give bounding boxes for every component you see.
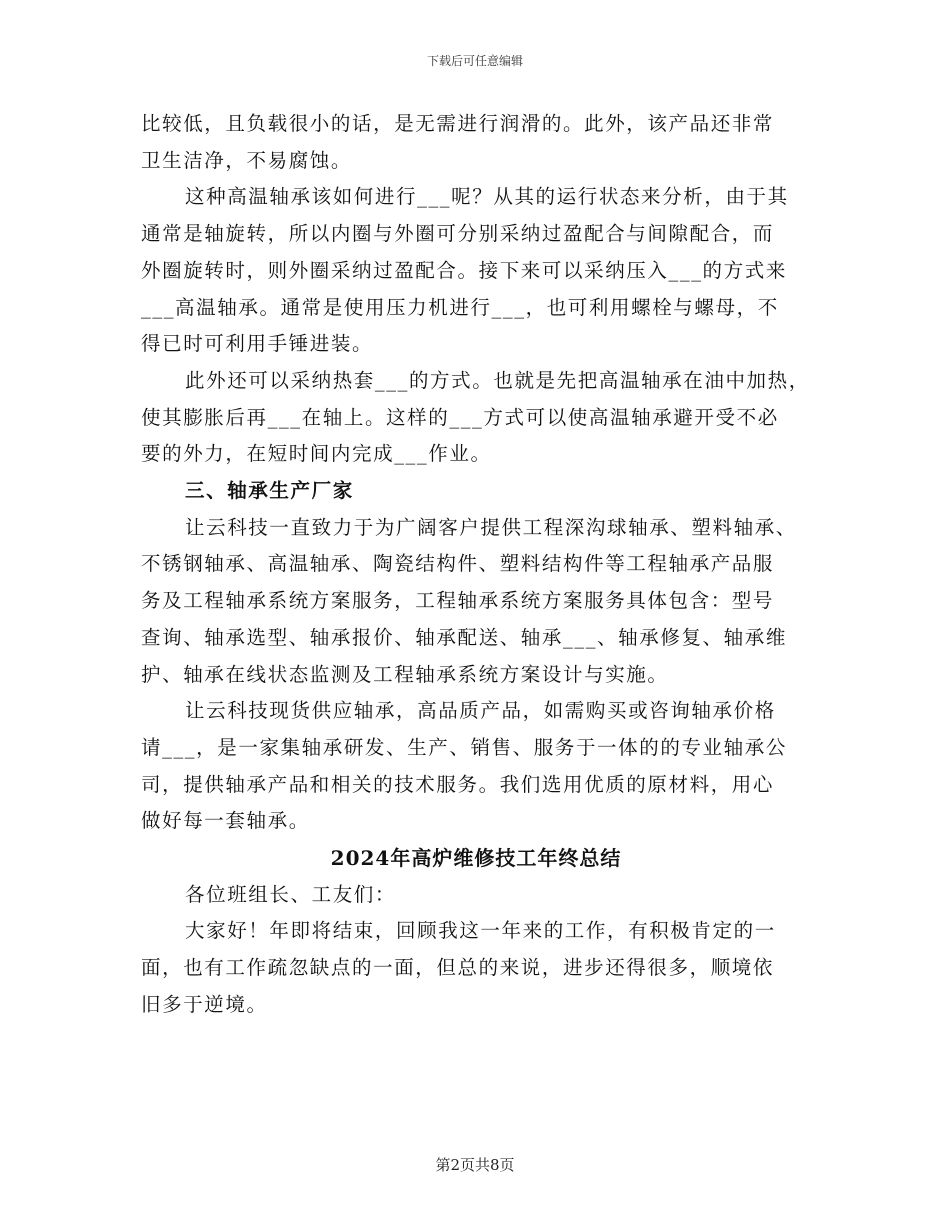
text-line: 请___，是一家集轴承研发、生产、销售、服务于一体的的专业轴承公 — [141, 735, 787, 759]
text-line: 得已时可利用手锤进装。 — [141, 332, 374, 356]
document-body — [141, 106, 811, 1024]
page-header: 下载后可任意编辑 — [426, 54, 523, 68]
text-line: 旧多于逆境。 — [141, 992, 268, 1016]
text-line: 比较低，且负载很小的话，是无需进行润滑的。此外，该产品还非常 — [141, 112, 775, 135]
document-title: 2024年高炉维修技工年终总结 — [330, 846, 622, 871]
text-line: 不锈钢轴承、高温轴承、陶瓷结构件、塑料结构件等工程轴承产品服 — [141, 552, 775, 576]
text-line: 让云科技现货供应轴承，高品质产品，如需购买或咨询轴承价格 — [185, 699, 776, 723]
text-line: 通常是轴旋转，所以内圈与外圈可分别采纳过盈配合与间隙配合，而 — [141, 222, 775, 246]
text-line: 要的外力，在短时间内完成___作业。 — [141, 442, 492, 466]
text-line: 这种高温轴承该如何进行___呢？从其的运行状态来分析，由于其 — [185, 185, 789, 209]
text-line: 让云科技一直致力于为广阔客户提供工程深沟球轴承、塑料轴承、 — [185, 515, 797, 539]
text-line: 面，也有工作疏忽缺点的一面，但总的来说，进步还得很多，顺境依 — [141, 956, 775, 980]
section-heading: 三、轴承生产厂家 — [185, 479, 354, 503]
text-line: 大家好！年即将结束，回顾我这一年来的工作，有积极肯定的一 — [185, 919, 776, 943]
paragraph-installation — [141, 179, 811, 363]
text-line: 做好每一套轴承。 — [141, 809, 310, 833]
text-line: 外圈旋转时，则外圈采纳过盈配合。接下来可以采纳压入___的方式来 — [141, 258, 787, 282]
paragraph-lubrication — [141, 106, 811, 179]
text-line: 护、轴承在线状态监测及工程轴承系统方案设计与实施。 — [141, 662, 669, 686]
text-line: 各位班组长、工友们： — [185, 882, 397, 906]
text-line: 务及工程轴承系统方案服务，工程轴承系统方案服务具体包含：型号 — [141, 589, 775, 613]
text-line: 使其膨胀后再___在轴上。这样的___方式可以使高温轴承避开受不必 — [141, 405, 779, 429]
page-number: 第2页共8页 — [435, 1156, 515, 1174]
paragraph-company-services — [141, 510, 811, 694]
text-line: ___高温轴承。通常是使用压力机进行___，也可利用螺栓与螺母，不 — [141, 295, 779, 319]
text-line: 此外还可以采纳热套___的方式。也就是先把高温轴承在油中加热， — [185, 368, 810, 392]
paragraph-hot-fitting — [141, 363, 811, 473]
paragraph-opening — [141, 913, 811, 1023]
salutation — [141, 877, 811, 914]
text-line: 卫生洁净，不易腐蚀。 — [141, 148, 353, 172]
text-line: 司，提供轴承产品和相关的技术服务。我们选用优质的原材料，用心 — [141, 772, 775, 796]
text-line: 查询、轴承选型、轴承报价、轴承配送、轴承___、轴承修复、轴承维 — [141, 625, 787, 649]
paragraph-company-profile — [141, 693, 811, 840]
